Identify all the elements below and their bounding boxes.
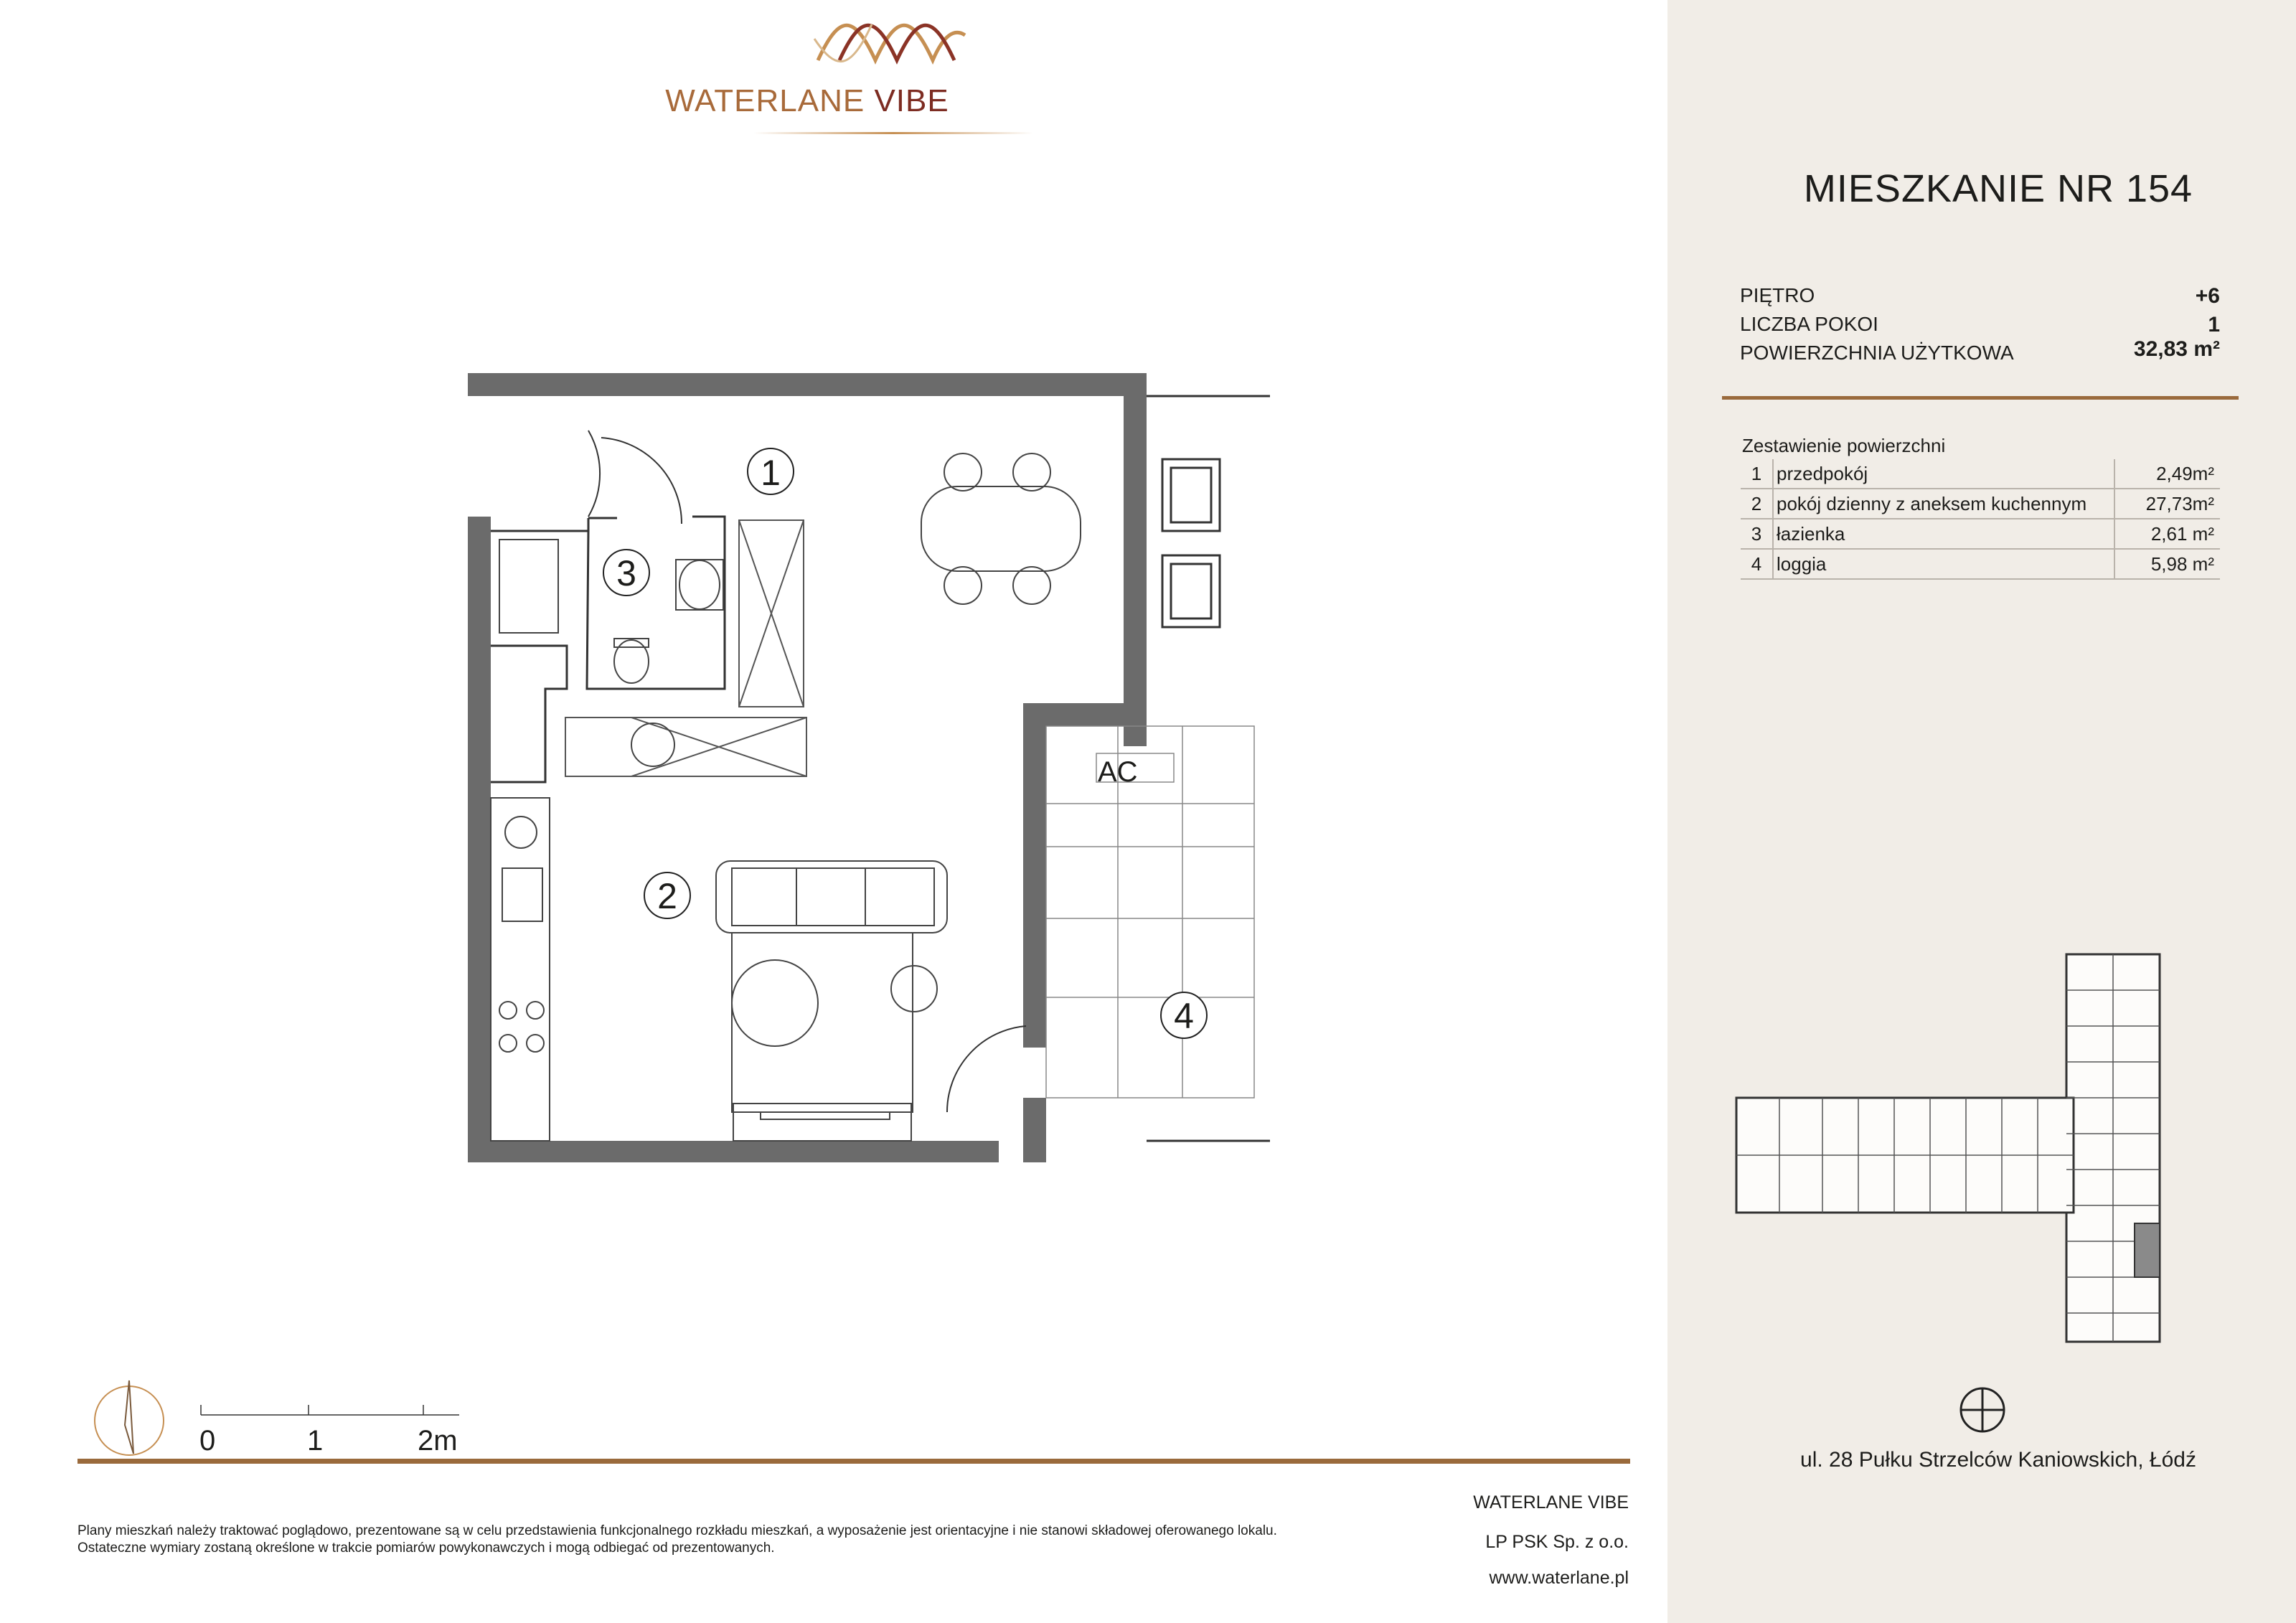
building-key-plan (1729, 947, 2217, 1349)
door-arc-entrance (588, 431, 600, 517)
table-row: 3 łazienka 2,61 m² (1741, 519, 2220, 549)
footer-entity: LP PSK Sp. z o.o. (1485, 1532, 1629, 1552)
room-label-4: 4 (1174, 996, 1194, 1036)
door-arc-loggia (947, 1026, 1026, 1112)
panel-divider (1722, 396, 2239, 400)
disclaimer: Plany mieszkań należy traktować poglądowo, prezentowane są w celu przedstawienia funkcjonalnego rozkładu mieszkań, a wyposażenie jest orientacyjne i nie stanowi składowej oferowanego lokalu. Ostateczne wymiary zostaną określone w trakcie pomiarów powykonawczych i mogą odbiegać od prezentowanych. (77, 1523, 1277, 1556)
logo-wave-icon (811, 17, 969, 67)
footer-company: WATERLANE VIBE (1473, 1492, 1629, 1513)
scale-label-2: 2m (418, 1425, 458, 1457)
area-value: 32,83 m² (2133, 337, 2220, 361)
info-panel (1667, 0, 2296, 1623)
logo-underline (753, 132, 1033, 134)
table-row: 2 pokój dzienny z aneksem kuchennym 27,73m² (1741, 489, 2220, 519)
ac-label: AC (1098, 756, 1138, 788)
address: ul. 28 Pułku Strzelców Kaniowskich, Łódź (1800, 1448, 2196, 1472)
areas-table (1741, 459, 2220, 580)
compass-icon (89, 1375, 175, 1461)
floor-plan (445, 352, 1292, 1177)
room-label-1: 1 (761, 453, 781, 493)
areas-heading: Zestawienie powierzchni (1742, 435, 1946, 456)
scale-label-0: 0 (199, 1425, 216, 1457)
table-row: 1 przedpokój 2,49m² (1741, 459, 2220, 489)
scale-label-1: 1 (307, 1425, 324, 1457)
area-label: POWIERZCHNIA UŻYTKOWA (1740, 342, 2014, 364)
floor-value: +6 (2195, 284, 2220, 308)
table-row: 4 loggia 5,98 m² (1741, 549, 2220, 579)
scale-bar (194, 1399, 466, 1428)
rooms-label: LICZBA POKOI (1740, 313, 1878, 335)
highlighted-apartment (2135, 1223, 2160, 1277)
rooms-value: 1 (2208, 313, 2220, 337)
bottom-rule (77, 1459, 1630, 1464)
door-arc-bathroom (601, 438, 682, 524)
room-label-2: 2 (657, 876, 677, 916)
logo-text: WATERLANE VIBE (665, 83, 949, 118)
footer-website[interactable]: www.waterlane.pl (1489, 1568, 1629, 1588)
north-arrow-icon (1957, 1385, 2008, 1435)
room-label-3: 3 (616, 553, 636, 593)
apartment-title: MIESZKANIE NR 154 (1803, 167, 2193, 210)
floor-label: PIĘTRO (1740, 284, 1815, 306)
